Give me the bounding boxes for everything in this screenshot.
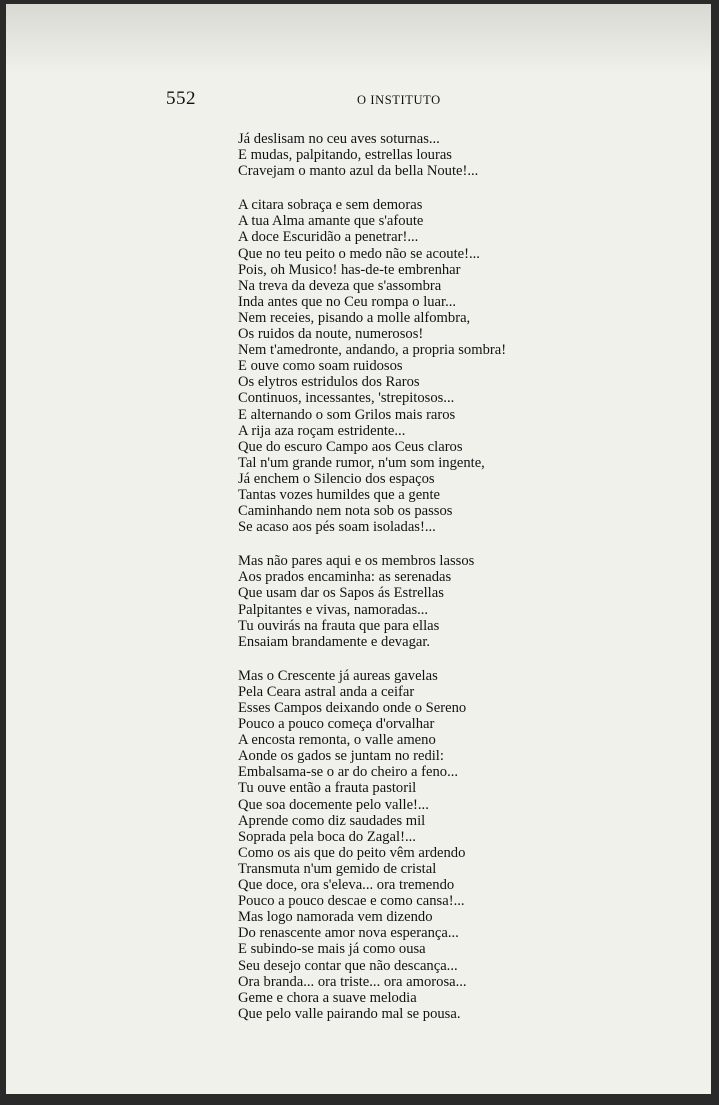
poem-body [238, 131, 698, 1040]
poem-line: A rija aza roçam estridente... [238, 422, 406, 439]
poem-line: E ouve como soam ruidosos [238, 358, 403, 375]
poem-line: Aprende como diz saudades mil [238, 812, 426, 829]
poem-line: E subindo-se mais já como ousa [238, 941, 426, 958]
poem-line: Os ruidos da noute, numerosos! [238, 326, 424, 343]
poem-line: Inda antes que no Ceu rompa o luar... [238, 293, 457, 310]
poem-line: Tu ouvirás na frauta que para ellas [238, 617, 440, 634]
poem-line: Que do escuro Campo aos Ceus claros [238, 438, 463, 455]
poem-line: A doce Escuridão a penetrar!... [238, 229, 419, 246]
poem-line: Pouco a pouco descae e como cansa!... [238, 893, 465, 910]
poem-line: Cravejam o manto azul da bella Noute!... [238, 163, 479, 180]
poem-line: Aonde os gados se juntam no redil: [238, 748, 444, 765]
poem-line: Que pelo valle pairando mal se pousa. [238, 1005, 461, 1022]
poem-line: Que doce, ora s'eleva... ora tremendo [238, 877, 455, 894]
poem-line: Mas logo namorada vem dizendo [238, 909, 433, 926]
poem-line: Caminhando nem nota sob os passos [238, 503, 453, 520]
poem-line: Seu desejo contar que não descança... [238, 957, 458, 974]
poem-line: Tal n'um grande rumor, n'um som ingente, [238, 454, 485, 471]
poem-line: Transmuta n'um gemido de cristal [238, 860, 437, 877]
poem-line: Pois, oh Musico! has-de-te embrenhar [238, 261, 461, 278]
poem-line: A citara sobraça e sem demoras [238, 197, 423, 214]
poem-line: Pouco a pouco começa d'orvalhar [238, 716, 435, 733]
poem-line: E alternando o som Grilos mais raros [238, 406, 456, 423]
poem-line: Palpitantes e vivas, namoradas... [238, 601, 429, 618]
stanza-4 [238, 668, 698, 1022]
poem-line: Ora branda... ora triste... ora amorosa... [238, 973, 467, 990]
stanza-3 [238, 553, 698, 650]
poem-line: Aos prados encaminha: as serenadas [238, 569, 452, 586]
poem-line: Ensaiam brandamente e devagar. [238, 633, 431, 650]
poem-line: Já deslisam no ceu aves soturnas... [238, 131, 440, 147]
poem-line: Como os ais que do peito vêm ardendo [238, 844, 466, 861]
poem-line: Embalsama-se o ar do cheiro a feno... [238, 764, 459, 781]
poem-line: Nem t'amedronte, andando, a propria sombra! [238, 342, 507, 359]
poem-line: Mas não pares aqui e os membros lassos [238, 553, 475, 570]
stanza-2 [238, 197, 698, 535]
poem-line: Mas o Crescente já aureas gavelas [238, 667, 438, 684]
poem-line: Já enchem o Silencio dos espaços [238, 470, 435, 487]
poem-line: Continuos, incessantes, 'strepitosos... [238, 390, 455, 407]
poem-line: A encosta remonta, o valle ameno [238, 732, 436, 749]
stanza-1 [238, 131, 698, 179]
poem-line: E mudas, palpitando, estrellas louras [238, 147, 452, 164]
poem-line: Do renascente amor nova esperança... [238, 925, 459, 942]
poem-line: Tu ouve então a frauta pastoril [238, 780, 417, 797]
poem-line: Que soa docemente pelo valle!... [238, 796, 429, 813]
page-number: 552 [166, 88, 196, 109]
poem-line: Tantas vozes humildes que a gente [238, 486, 441, 503]
poem-line: Soprada pela boca do Zagal!... [238, 828, 416, 845]
poem-line: Pela Ceara astral anda a ceifar [238, 683, 415, 700]
running-title: O INSTITUTO [357, 93, 441, 107]
poem-line: Que usam dar os Sapos ás Estrellas [238, 585, 444, 602]
poem-line: Na treva da deveza que s'assombra [238, 277, 442, 294]
poem-line: Geme e chora a suave melodia [238, 989, 417, 1006]
poem-line: Que no teu peito o medo não se acoute!... [238, 245, 480, 262]
poem-line: Nem receies, pisando a molle alfombra, [238, 309, 471, 326]
scanned-page [6, 4, 711, 1094]
poem-line: Se acaso aos pés soam isoladas!... [238, 519, 436, 536]
poem-line: Os elytros estridulos dos Raros [238, 374, 420, 391]
poem-line: Esses Campos deixando onde o Sereno [238, 700, 467, 716]
poem-line: A tua Alma amante que s'afoute [238, 213, 424, 230]
